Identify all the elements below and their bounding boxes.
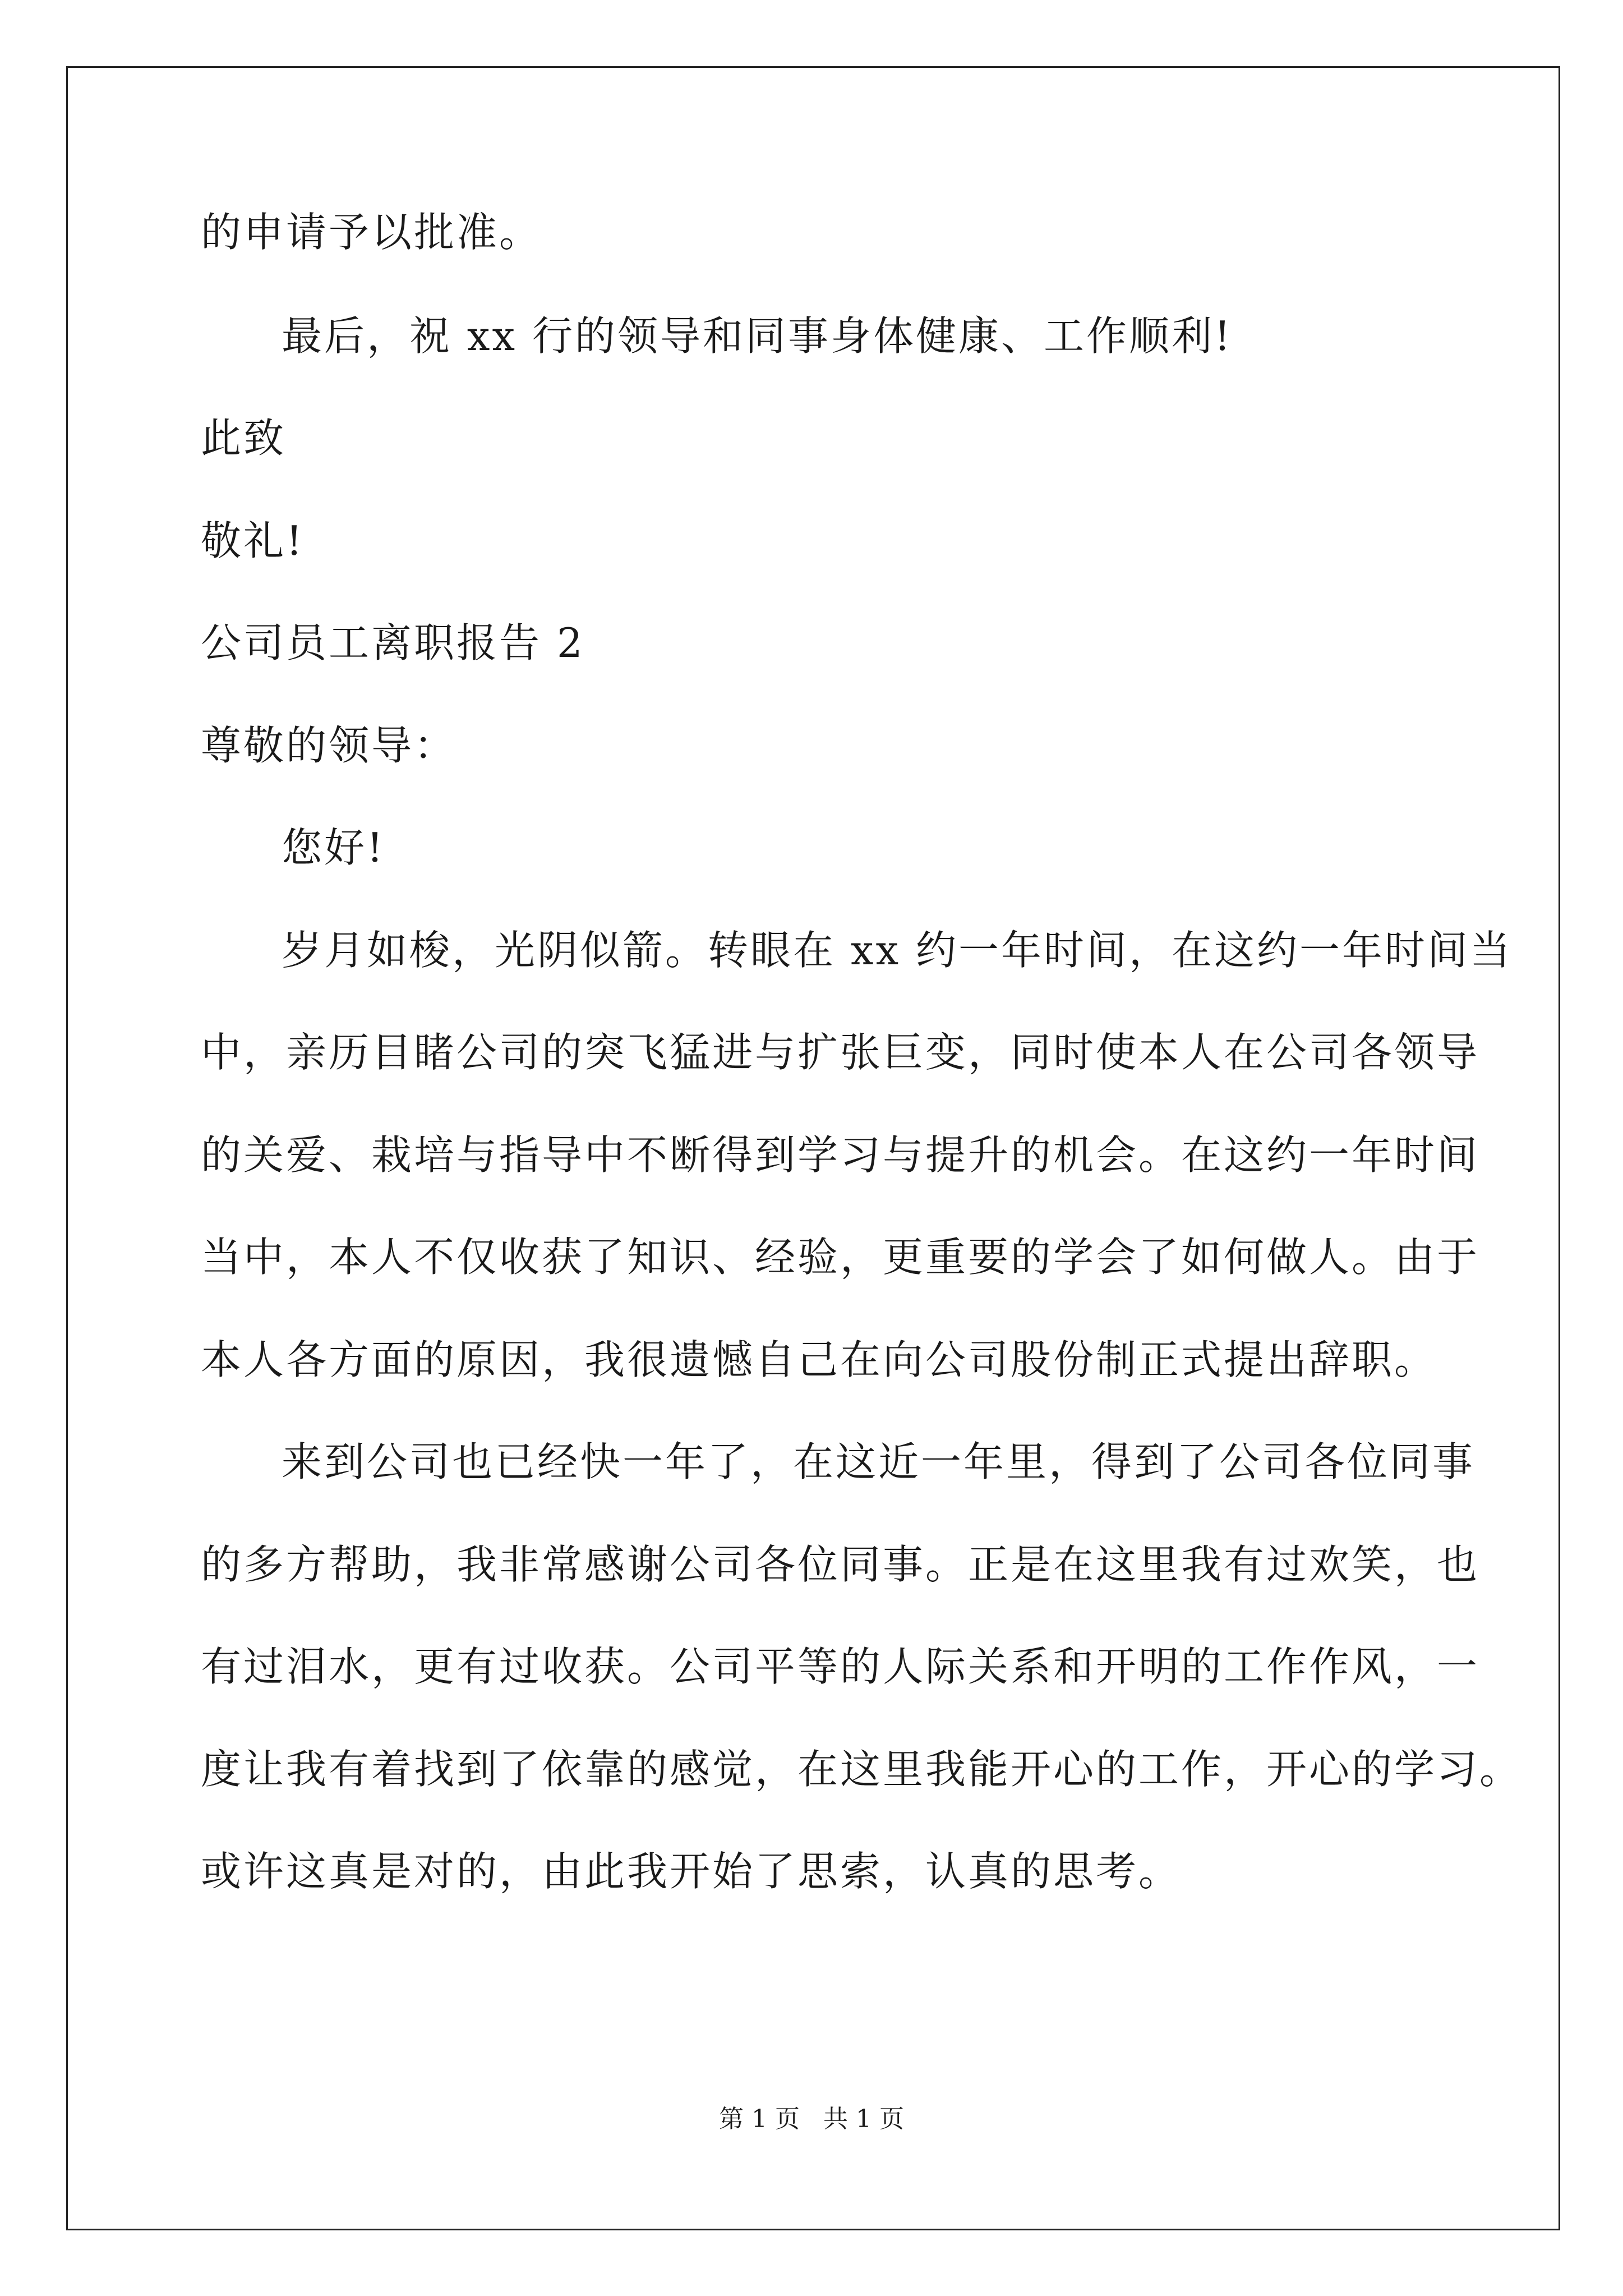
paragraph-1-line-5: 本人各方面的原因，我很遗憾自己在向公司股份制正式提出辞职。: [201, 1336, 1437, 1383]
paragraph-2-line-2: 的多方帮助，我非常感谢公司各位同事。正是在这里我有过欢笑，也: [201, 1541, 1480, 1588]
paragraph-2-line-1: 来到公司也已经快一年了，在这近一年里，得到了公司各位同事: [282, 1438, 1476, 1485]
paragraph-1-line-3: 的关爱、栽培与指导中不断得到学习与提升的机会。在这约一年时间: [201, 1131, 1480, 1179]
paragraph-2-line-3: 有过泪水，更有过收获。公司平等的人际关系和开明的工作作风，一: [201, 1643, 1480, 1690]
text-line-1: 的申请予以批准。: [201, 209, 542, 256]
salutation-jingli: 敬礼!: [201, 517, 305, 564]
paragraph-1-line-1: 岁月如梭，光阴似箭。转眼在 xx 约一年时间，在这约一年时间当: [282, 927, 1513, 974]
page-footer: 第 1 页 共 1 页: [719, 2105, 904, 2133]
greeting-addressee: 尊敬的领导：: [201, 722, 457, 769]
greeting-hello: 您好!: [282, 824, 385, 871]
paragraph-2-line-4: 度让我有着找到了依靠的感觉，在这里我能开心的工作，开心的学习。: [201, 1746, 1523, 1793]
paragraph-2-line-5: 或许这真是对的，由此我开始了思索，认真的思考。: [201, 1848, 1182, 1895]
salutation-cizhi: 此致: [201, 415, 287, 462]
section-heading: 公司员工离职报告 2: [201, 619, 585, 666]
closing-wish-line: 最后，祝 xx 行的领导和同事身体健康、工作顺利!: [282, 312, 1233, 360]
paragraph-1-line-2: 中，亲历目睹公司的突飞猛进与扩张巨变，同时使本人在公司各领导: [201, 1029, 1480, 1076]
paragraph-1-line-4: 当中，本人不仅收获了知识、经验，更重要的学会了如何做人。由于: [201, 1234, 1480, 1281]
